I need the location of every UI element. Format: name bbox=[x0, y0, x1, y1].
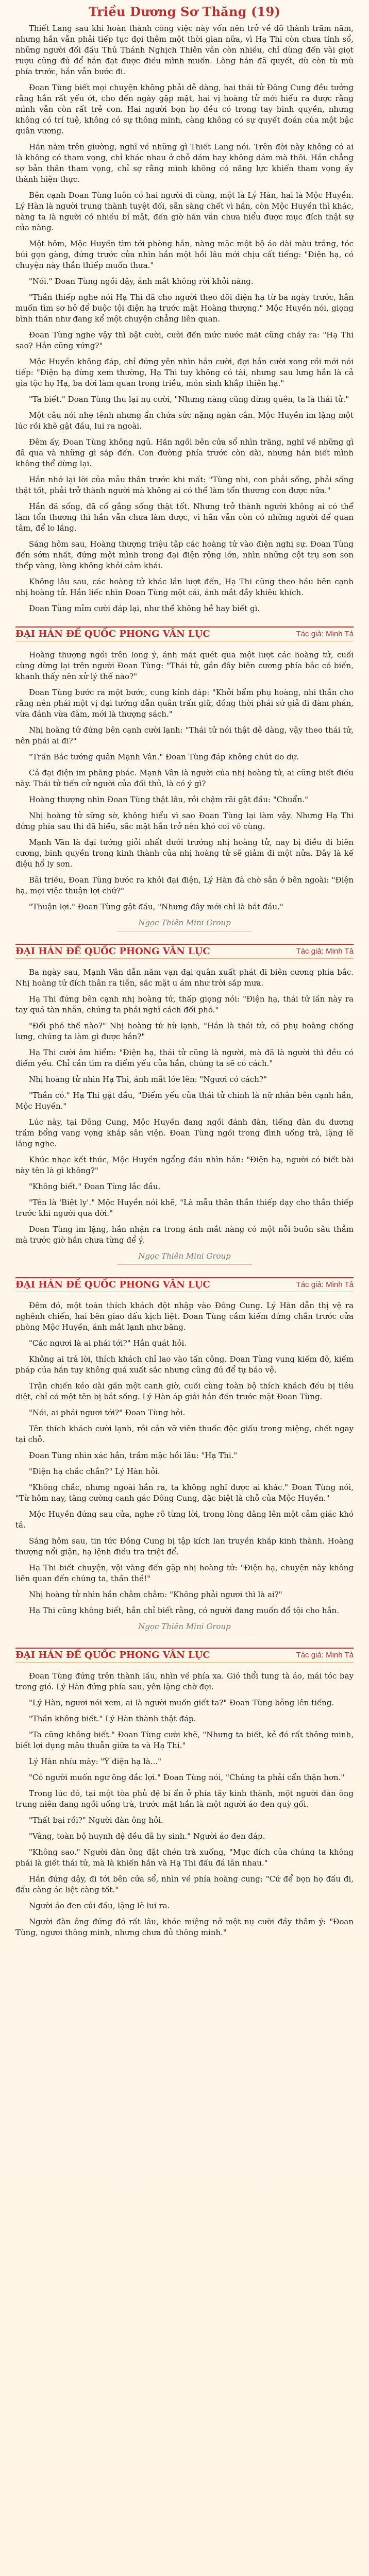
chapter-paragraph: Cả đại điện im phăng phắc. Mạnh Vân là người của nhị hoàng tử, ai cũng biết điều này. Thái tử tiến cử người của đối thủ, là có ý gì? bbox=[15, 768, 354, 788]
chapter-paragraph: "Nói." Đoan Tùng ngồi dậy, ánh mắt không rời khỏi nàng. bbox=[29, 277, 254, 286]
chapter-paragraph: Không lâu sau, các hoàng tử khác lần lượt đến, Hạ Thi cũng theo hầu bên cạnh nhị hoàng tử. Hắn liếc nhìn Đoan Tùng một cái, ánh mắt đầy khiêu khích. bbox=[15, 577, 354, 597]
chapter-paragraph: Hoàng thượng ngồi trên long ỷ, ánh mắt quét qua một lượt các hoàng tử, cuối cùng dừng lại trên người Đoan Tùng: "Thái tử, gần đây biên cương phía bắc có biến, khanh thấy nên xử lý thế nào?" bbox=[15, 650, 354, 681]
chapter-paragraph: Trong lúc đó, tại một tòa phủ đệ bí ẩn ở phía tây kinh thành, một người đàn ông trung niên đang ngồi uống trà, trước mặt hắn là một người áo đen quỳ gối. bbox=[15, 1789, 354, 1809]
chapter-paragraph: "Không sao." Người đàn ông đặt chén trà xuống, "Mục đích của chúng ta không phải là giết thái tử, mà là khiến hắn và Hạ Thi đấu đá lẫn nhau." bbox=[15, 1848, 354, 1868]
chapter-paragraph: Bãi triều, Đoan Tùng bước ra khỏi đại điện, Lý Hàn đã chờ sẵn ở bên ngoài: "Điện hạ, mọi việc thuận lợi chứ?" bbox=[15, 875, 354, 895]
chapter-paragraph: Hắn đã sống, đã cố gắng sống thật tốt. Nhưng trở thành người không ai có thể làm tổn thương thì hắn vẫn chưa làm được, vì hắn vẫn còn có những người để quan tâm, để lo lắng. bbox=[15, 502, 354, 533]
chapter-container bbox=[15, 23, 354, 1938]
chapter-paragraph: Hoàng thượng nhìn Đoan Tùng thật lâu, rồi chậm rãi gật đầu: "Chuẩn." bbox=[29, 795, 309, 804]
chapter-block bbox=[15, 626, 354, 931]
chapter-paragraph: Đoan Tùng bước ra một bước, cung kính đáp: "Khởi bẩm phụ hoàng, nhi thần cho rằng nên phái một vị đại tướng dẫn quân trấn giữ, đồng thời phái sứ giả đi đàm phán, vừa đánh vừa đàm, mới là thượng sách." bbox=[15, 688, 354, 719]
chapter-author: Tác giả: Minh Tả bbox=[296, 1651, 354, 1659]
chapter-paragraph: Ba ngày sau, Mạnh Vân dẫn năm vạn đại quân xuất phát đi biên cương phía bắc. Nhị hoàng tử đích thân ra tiễn, sắc mặt u ám như trời sắp mưa. bbox=[15, 968, 354, 988]
chapter-paragraph: "Thần có." Hạ Thi gật đầu, "Điểm yếu của thái tử chính là nữ nhân bên cạnh hắn, Mộc Huyền." bbox=[15, 1091, 354, 1111]
chapter-paragraph: Khúc nhạc kết thúc, Mộc Huyền ngẩng đầu nhìn hắn: "Điện hạ, người có biết bài này tên là gì không?" bbox=[15, 1155, 354, 1175]
chapter-header bbox=[15, 1277, 354, 1292]
chapter-paragraph: Mộc Huyền đứng sau cửa, nghe rõ từng lời, trong lòng dâng lên một cảm giác khó tả. bbox=[15, 1510, 354, 1530]
chapter-paragraph: Mạnh Vân là đại tướng giỏi nhất dưới trướng nhị hoàng tử, nay bị điều đi biên cương, binh quyền trong kinh thành của nhị hoàng tử sẽ giảm đi một nửa. Đây là kế điệu hổ ly sơn. bbox=[15, 838, 354, 869]
chapter-paragraph: Hạ Thi cũng không biết, hắn chỉ biết rằng, có người đang muốn đổ tội cho hắn. bbox=[29, 1606, 339, 1615]
chapter-paragraph: "Lý Hàn, ngươi nói xem, ai là người muốn giết ta?" Đoan Tùng bỗng lên tiếng. bbox=[29, 1698, 334, 1707]
chapter-paragraph: Lúc này, tại Đông Cung, Mộc Huyền đang ngồi đánh đàn, tiếng đàn du dương trầm bổng vang vọng khắp sân viện. Đoan Tùng ngồi trong đình uống trà, lặng lẽ lắng nghe. bbox=[15, 1117, 354, 1148]
chapter-paragraph: Thiết Lang sau khi hoàn thành công việc này vốn nên trở về đô thành trăm năm, nhưng hắn vẫn phải tiếp tục đợi thêm một thời gian nữa, vì Hạ Thi còn chưa tính sổ, những người đối đầu Thủ Thánh Nghịch Thiên vẫn còn nhiều, chỉ dùng đến vài giọt rượu cũng đủ để hắn đạt được điều mình muốn. Lòng hắn đã quyết, dù còn tù mù phía trước, hắn vẫn bước đi. bbox=[15, 24, 354, 76]
chapter-paragraph: Bên cạnh Đoan Tùng luôn có hai người đi cùng, một là Lý Hàn, hai là Mộc Huyền. Lý Hàn là người trung thành tuyệt đối, sẵn sàng chết vì hắn, còn Mộc Huyền thì khác, nàng ta là người có nhiều bí mật, đến giờ hắn vẫn chưa hiểu được mục đích thật sự của nàng. bbox=[15, 191, 354, 232]
chapter-block bbox=[15, 1648, 354, 1938]
chapter-paragraph: Sáng hôm sau, tin tức Đông Cung bị tập kích lan truyền khắp kinh thành. Hoàng thượng nổi giận, hạ lệnh điều tra triệt để. bbox=[15, 1536, 354, 1556]
chapter-paragraph: Một câu nói nhẹ tênh nhưng ẩn chứa sức nặng ngàn cân. Mộc Huyền im lặng một lúc rồi khẽ gật đầu, lui ra ngoài. bbox=[15, 411, 354, 431]
chapter-paragraph: Hắn nằm trên giường, nghĩ về những gì Thiết Lang nói. Trên đời này không có ai là không có tham vọng, chỉ khác nhau ở chỗ dám hay không dám mà thôi. Hắn chẳng sợ bản thân tham vọng, chỉ sợ rằng mình không có năng lực khiến tham vọng ấy thành hiện thực. bbox=[15, 142, 354, 184]
chapter-paragraph: Nhị hoàng tử đứng bên cạnh cười lạnh: "Thái tử nói thật dễ dàng, vậy theo thái tử, nên phái ai đi?" bbox=[15, 725, 354, 745]
chapter-paragraph: "Tên là 'Biệt ly'." Mộc Huyền nói khẽ, "Là mẫu thân thần thiếp dạy cho thần thiếp trước khi người qua đời." bbox=[15, 1198, 354, 1218]
chapter-paragraph: "Thất bại rồi?" Người đàn ông hỏi. bbox=[29, 1816, 163, 1825]
chapter-paragraph: Trận chiến kéo dài gần một canh giờ, cuối cùng toàn bộ thích khách đều bị tiêu diệt, chỉ có một tên bị bắt sống. Lý Hàn áp giải hắn đến trước mặt Đoan Tùng. bbox=[15, 1381, 354, 1401]
chapter-paragraph: "Có người muốn ngư ông đắc lợi." Đoan Tùng nói, "Chúng ta phải cẩn thận hơn." bbox=[29, 1773, 345, 1782]
chapter-paragraph: Hạ Thi đứng bên cạnh nhị hoàng tử, thấp giọng nói: "Điện hạ, thái tử lần này ra tay quá tàn nhẫn, chúng ta phải nghĩ cách đối phó." bbox=[15, 994, 354, 1014]
chapter-header bbox=[15, 944, 354, 959]
chapter-paragraph: Nhị hoàng tử nhìn Hạ Thi, ánh mắt lóe lên: "Ngươi có cách?" bbox=[29, 1075, 267, 1084]
chapter-block bbox=[15, 23, 354, 614]
chapter-paragraph: "Trấn Bắc tướng quân Mạnh Vân." Đoan Tùng đáp không chút do dự. bbox=[29, 752, 299, 761]
chapter-paragraph: Đoan Tùng im lặng, hắn nhận ra trong ánh mắt nàng có một nỗi buồn sâu thẳm mà trước giờ hắn chưa từng để ý. bbox=[15, 1225, 354, 1245]
chapter-paragraph: Mộc Huyền không đáp, chỉ đứng yên nhìn hắn cười, đợi hắn cười xong rồi mới nói tiếp: "Điện hạ đừng xem thường, Hạ Thi tuy không có tài, nhưng sau lưng hắn là cả gia tộc họ Hạ, ba đời làm quan trong triều, môn sinh khắp thiên hạ." bbox=[15, 357, 354, 388]
chapter-block bbox=[15, 944, 354, 1265]
chapter-paragraph: Không ai trả lời, thích khách chỉ lao vào tấn công. Đoan Tùng vung kiếm đỡ, kiếm pháp của hắn tuy không quá xuất sắc nhưng cũng đủ để tự bảo vệ. bbox=[15, 1354, 354, 1375]
chapter-author: Tác giả: Minh Tả bbox=[296, 1280, 354, 1289]
chapter-paragraph: "Thần thiếp nghe nói Hạ Thi đã cho người theo dõi điện hạ từ ba ngày trước, hắn muốn tìm sơ hở để buộc tội điện hạ trước mặt Hoàng thượng." Mộc Huyền nói, giọng bình thản như đang kể một chuyện chẳng liên quan. bbox=[15, 293, 354, 324]
chapter-header bbox=[15, 1648, 354, 1663]
chapter-paragraph: Nhị hoàng tử nhìn hắn chằm chằm: "Không phải ngươi thì là ai?" bbox=[29, 1590, 282, 1599]
chapter-paragraph: Tên thích khách cười lạnh, rồi cắn vỡ viên thuốc độc giấu trong miệng, chết ngay tại chỗ. bbox=[15, 1424, 354, 1444]
chapter-footer: Ngọc Thiên Mini Group bbox=[138, 918, 231, 927]
chapter-paragraph: Hắn đứng dậy, đi tới bên cửa sổ, nhìn về phía hoàng cung: "Cứ để bọn họ đấu đi, đấu càng ác liệt càng tốt." bbox=[15, 1874, 354, 1894]
chapter-block bbox=[15, 1277, 354, 1635]
chapter-paragraph: "Điện hạ chắc chắn?" Lý Hàn hỏi. bbox=[29, 1467, 160, 1476]
chapter-divider bbox=[117, 1264, 252, 1265]
site-title: Triều Dương Sơ Thăng (19) bbox=[88, 4, 281, 19]
chapter-paragraph: Một hôm, Mộc Huyền tìm tới phòng hắn, nàng mặc một bộ áo dài màu trắng, tóc búi gọn gàng, đứng trước cửa nhìn hắn một hồi lâu mới chịu cất tiếng: "Điện hạ, có chuyện này thần thiếp muốn thưa." bbox=[15, 239, 354, 270]
chapter-paragraph: Đêm ấy, Đoan Tùng không ngủ. Hắn ngồi bên cửa sổ nhìn trăng, nghĩ về những gì đã qua và những gì sắp đến. Con đường phía trước còn dài, nhưng hắn biết mình không thể dừng lại. bbox=[15, 437, 354, 468]
chapter-paragraph: Nhị hoàng tử sững sờ, không hiểu vì sao Đoan Tùng lại làm vậy. Nhưng Hạ Thi đứng phía sau thì đã hiểu, sắc mặt hắn trở nên khó coi vô cùng. bbox=[15, 811, 354, 831]
chapter-paragraph: "Vâng, toàn bộ huynh đệ đều đã hy sinh." Người áo đen đáp. bbox=[29, 1832, 265, 1841]
chapter-header bbox=[15, 626, 354, 641]
chapter-paragraph: "Các ngươi là ai phái tới?" Hắn quát hỏi. bbox=[29, 1338, 187, 1348]
chapter-footer: Ngọc Thiên Mini Group bbox=[138, 1622, 231, 1631]
chapter-paragraph: "Ta cũng không biết." Đoan Tùng cười khẽ, "Nhưng ta biết, kẻ đó rất thông minh, biết lợi dụng mâu thuẫn giữa ta và Hạ Thi." bbox=[15, 1730, 354, 1750]
chapter-series-title: ĐẠI HÁN ĐẾ QUỐC PHONG VÂN LỤC bbox=[15, 1650, 210, 1660]
chapter-paragraph: "Thần không biết." Lý Hàn thành thật đáp. bbox=[29, 1714, 196, 1723]
chapter-series-title: ĐẠI HÁN ĐẾ QUỐC PHONG VÂN LỤC bbox=[15, 629, 210, 639]
chapter-series-title: ĐẠI HÁN ĐẾ QUỐC PHONG VÂN LỤC bbox=[15, 1279, 210, 1290]
chapter-paragraph: Lý Hàn nhíu mày: "Ý điện hạ là..." bbox=[29, 1757, 161, 1766]
chapter-paragraph: Hắn nhớ lại lời của mẫu thân trước khi mất: "Tùng nhi, con phải sống, phải sống thật tốt, phải trở thành người mà không ai có thể làm tổn thương con được nữa." bbox=[15, 475, 354, 495]
chapter-paragraph: "Ta biết." Đoan Tùng thu lại nụ cười, "Nhưng nàng cũng đừng quên, ta là thái tử." bbox=[29, 395, 349, 404]
chapter-paragraph: Đoan Tùng nhìn xác hắn, trầm mặc hồi lâu: "Hạ Thi." bbox=[29, 1451, 238, 1460]
chapter-paragraph: Sáng hôm sau, Hoàng thượng triệu tập các hoàng tử vào điện nghị sự. Đoan Tùng đến sớm nhất, đứng một mình trong đại điện rộng lớn, nhìn những cột trụ sơn son thếp vàng, lòng không khỏi cảm khái. bbox=[15, 539, 354, 570]
chapter-paragraph: Người đàn ông đứng đó rất lâu, khóe miệng nở một nụ cười đầy thâm ý: "Đoan Tùng, ngươi thông minh, nhưng chưa đủ thông minh." bbox=[15, 1917, 354, 1937]
chapter-paragraph: Hạ Thi cười âm hiểm: "Điện hạ, thái tử cũng là người, mà đã là người thì đều có điểm yếu. Chỉ cần tìm ra điểm yếu của hắn, chúng ta sẽ có cách." bbox=[15, 1048, 354, 1068]
chapter-paragraph: Đoan Tùng đứng trên thành lầu, nhìn về phía xa. Gió thổi tung tà áo, mái tóc bay trong gió. Lý Hàn đứng phía sau, yên lặng chờ đợi. bbox=[15, 1671, 354, 1691]
chapter-paragraph: Đoan Tùng mỉm cười đáp lại, như thể không hề hay biết gì. bbox=[29, 604, 260, 613]
chapter-paragraph: "Đối phó thế nào?" Nhị hoàng tử hừ lạnh, "Hắn là thái tử, có phụ hoàng chống lưng, chúng ta làm gì được hắn?" bbox=[15, 1021, 354, 1041]
chapter-paragraph: "Thuận lợi." Đoan Tùng gật đầu, "Nhưng đây mới chỉ là bắt đầu." bbox=[29, 902, 283, 911]
chapter-paragraph: "Không biết." Đoan Tùng lắc đầu. bbox=[29, 1182, 161, 1191]
chapter-paragraph: Người áo đen cúi đầu, lặng lẽ lui ra. bbox=[29, 1901, 170, 1910]
chapter-paragraph: Đoan Tùng biết mọi chuyện không phải dễ dàng, hai thái tử Đông Cung đều tưởng rằng hắn rất yếu ớt, cho đến ngày gặp mặt, hai vị hoàng tử mới hiểu ra được rằng mình vẫn còn rất trẻ con. Hai người bọn họ đều có trong tay binh quyền, nhưng không có trí tuệ, không có sự thông minh, càng không có sự quyết đoán của một bậc quân vương. bbox=[15, 83, 354, 135]
chapter-paragraph: Hạ Thi biết chuyện, vội vàng đến gặp nhị hoàng tử: "Điện hạ, chuyện này không liên quan đến chúng ta, thần thề!" bbox=[15, 1563, 354, 1583]
chapter-paragraph: Đêm đó, một toán thích khách đột nhập vào Đông Cung. Lý Hàn dẫn thị vệ ra nghênh chiến, hai bên giao đấu kịch liệt. Đoan Tùng cầm kiếm đứng chắn trước cửa phòng Mộc Huyền, ánh mắt lạnh như băng. bbox=[15, 1301, 354, 1332]
chapter-series-title: ĐẠI HÁN ĐẾ QUỐC PHONG VÂN LỤC bbox=[15, 946, 210, 957]
chapter-author: Tác giả: Minh Tả bbox=[296, 947, 354, 956]
chapter-paragraph: "Nói, ai phái ngươi tới?" Đoan Tùng hỏi. bbox=[29, 1408, 186, 1417]
chapter-footer: Ngọc Thiên Mini Group bbox=[138, 1251, 231, 1261]
chapter-author: Tác giả: Minh Tả bbox=[296, 630, 354, 638]
chapter-paragraph: "Không chắc, nhưng ngoài hắn ra, ta không nghĩ được ai khác." Đoan Tùng nói, "Từ hôm nay, tăng cường canh gác Đông Cung, đặc biệt là chỗ của Mộc Huyền." bbox=[15, 1483, 354, 1503]
chapter-paragraph: Đoan Tùng nghe vậy thì bật cười, cười đến mức nước mắt cũng chảy ra: "Hạ Thi sao? Hắn cũng xứng?" bbox=[15, 330, 354, 350]
